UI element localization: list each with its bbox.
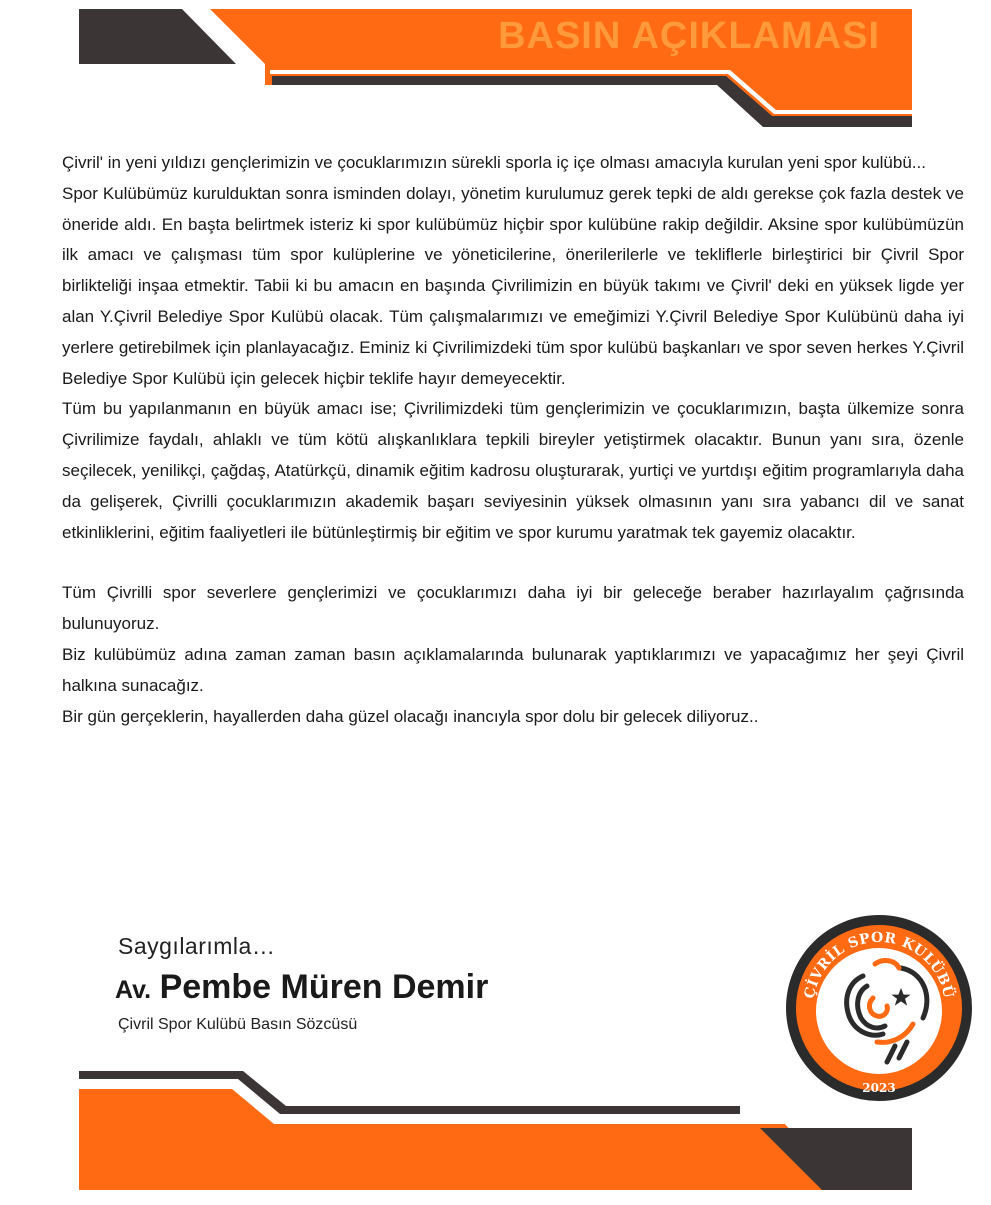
bottom-orange-band (79, 1089, 842, 1190)
logo-year: 2023 (862, 1081, 896, 1095)
logo-arc-text-path: ÇİVRİL SPOR KULÜBÜ (801, 929, 957, 1000)
page-title: BASIN AÇIKLAMASI (498, 15, 880, 57)
top-banner (0, 0, 991, 135)
paragraph-goal: Tüm bu yapılanmanın en büyük amacı ise; Çivrilimizdeki tüm gençlerimizin ve çocuklarımızın, başta ülkemize sonra Çivrilimize faydalı, ahlaklı ve tüm kötü alışkanlıklara tepkili bireyler yetiştirmek olacaktır. Bunun yanı sıra, özenle seçilecek, yenilikçi, çağdaş, Atatürkçü, dinamik eğitim kadrosu oluşturarak, yurtiçi ve yurtdışı eğitim programlarıyla daha da gelişerek, Çivrilli çocuklarımızın akademik başarı seviyesinin yüksek olmasının yanı sıra yabancı dil ve sanat etkinliklerini, eğitim faaliyetleri ile bütünleştirmiş bir eğitim ve spor kurumu yaratmak tek gayemiz olacaktır. (62, 399, 964, 542)
signature-name: Pembe Müren Demir (159, 968, 489, 1006)
bottom-banner (0, 1068, 991, 1200)
signature-title-prefix: Av. (115, 976, 152, 1004)
paragraph-announcements: Biz kulübümüz adına zaman zaman basın açıklamalarında bulunarak yaptıklarımızı ve yapacağımız her şeyi Çivril halkına sunacağız. (62, 644, 964, 695)
paragraph-intro: Çivril' in yeni yıldızı gençlerimizin ve çocuklarımızın sürekli sporla iç içe olması amacıyla kurulan yeni spor kulübü... (62, 153, 926, 172)
signature-greeting: Saygılarımla… (118, 933, 276, 959)
top-dark-band (79, 9, 236, 64)
signature-name-line (115, 968, 488, 1007)
paragraph-club-purpose: Spor Kulübümüz kurulduktan sonra isminden dolayı, yönetim kurulumuz gerek tepki de aldı gerekse çok fazla destek ve öneride aldı. En başta belirtmek isteriz ki spor kulübümüz hiçbir spor kulübüne rakip değildir. Aksine spor kulübümüzün ilk amacı ve çalışması tüm spor kulüplerine ve yöneticilerine, önerilerilerle ve tekliflerle birleştirici bir Çivril Spor birlikteliği inşaa etmektir. Tabii ki bu amacın en başında Çivrilimizin en büyük takımı ve Çivril' deki en yüksek ligde yer alan Y.Çivril Belediye Spor Kulübü olacak. Tüm çalışmalarımızı ve emeğimizi Y.Çivril Belediye Spor Kulübünü daha iyi yerlere getirebilmek için planlayacağız. Eminiz ki Çivrilimizdeki tüm spor kulübü başkanları ve spor seven herkes Y.Çivril Belediye Spor Kulübü için gelecek hiçbir teklife hayır demeyecektir. (62, 183, 964, 388)
paragraph-closing: Bir gün gerçeklerin, hayallerden daha güzel olacağı inancıyla spor dolu bir gelecek diliyoruz.. (62, 706, 759, 726)
signature-role: Çivril Spor Kulübü Basın Sözcüsü (118, 1016, 358, 1033)
press-release-body (62, 148, 964, 732)
bottom-banner-graphic (0, 1068, 991, 1200)
paragraph-call: Tüm Çivrilli spor severlere gençlerimizi ve çocuklarımızı daha iyi bir geleceğe beraber hazırlayalım çağrısında bulunuyoruz. (62, 583, 964, 634)
